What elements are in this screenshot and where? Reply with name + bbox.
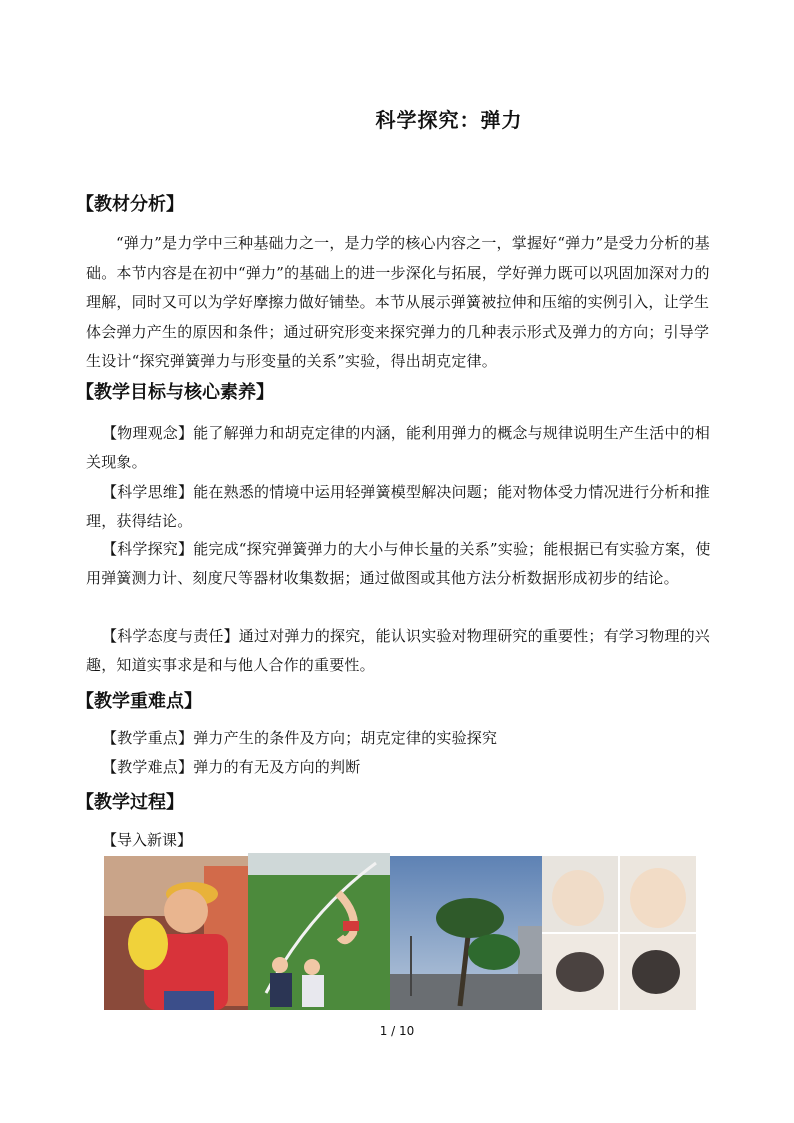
goal-item-attitude-responsibility: 【科学态度与责任】通过对弹力的探究，能认识实验对物理研究的重要性；有学习物理的兴趣，知道实事求是和与他人合作的重要性。: [86, 627, 711, 674]
intro-photo-strip: [104, 856, 696, 1010]
photo-tree-wind: [390, 856, 542, 1010]
material-analysis-paragraph: “弹力”是力学中三种基础力之一，是力学的核心内容之一，掌握好“弹力”是受力分析的基础。本节内容是在初中“弹力”的基础上的进一步深化与拓展，学好弹力既可以巩固加深对力的理解，同时又可以为学好摩擦力做好铺垫。本节从展示弹簧被拉伸和压缩的实例引入，让学生体会弹力产生的原因和条件；通过研究形变来探究弹力的几种表示形式及弹力的方向；引导学生设计“探究弹簧弹力与形变量的关系”实验，得出胡克定律。: [86, 234, 710, 370]
photo-child-balloon: [104, 856, 248, 1010]
heading-material-analysis: 【教材分析】: [76, 194, 184, 215]
photo-pole-vault: [248, 853, 390, 1010]
heading-goals: 【教学目标与核心素养】: [76, 382, 274, 403]
goal-item-scientific-thinking: 【科学思维】能在熟悉的情境中运用轻弹簧模型解决问题；能对物体受力情况进行分析和推理，获得结论。: [86, 483, 711, 530]
heading-teaching-process: 【教学过程】: [76, 792, 184, 813]
page-number: 1 / 10: [379, 1024, 415, 1038]
goal-item-physics-concept: 【物理观念】能了解弹力和胡克定律的内涵，能利用弹力的概念与规律说明生产生活中的相关现象。: [86, 424, 711, 471]
photo-squeeze-balls: [542, 856, 696, 1010]
key-point-difficulty: 【教学难点】弹力的有无及方向的判断: [102, 758, 361, 776]
subheading-intro: 【导入新课】: [102, 831, 193, 849]
goal-item-scientific-inquiry: 【科学探究】能完成“探究弹簧弹力的大小与伸长量的关系”实验；能根据已有实验方案，使用弹簧测力计、刻度尺等器材收集数据；通过做图或其他方法分析数据形成初步的结论。: [86, 540, 711, 587]
heading-key-points: 【教学重难点】: [76, 691, 202, 712]
page-title: 科学探究：弹力: [375, 108, 523, 132]
key-point-focus: 【教学重点】弹力产生的条件及方向；胡克定律的实验探究: [102, 729, 498, 747]
